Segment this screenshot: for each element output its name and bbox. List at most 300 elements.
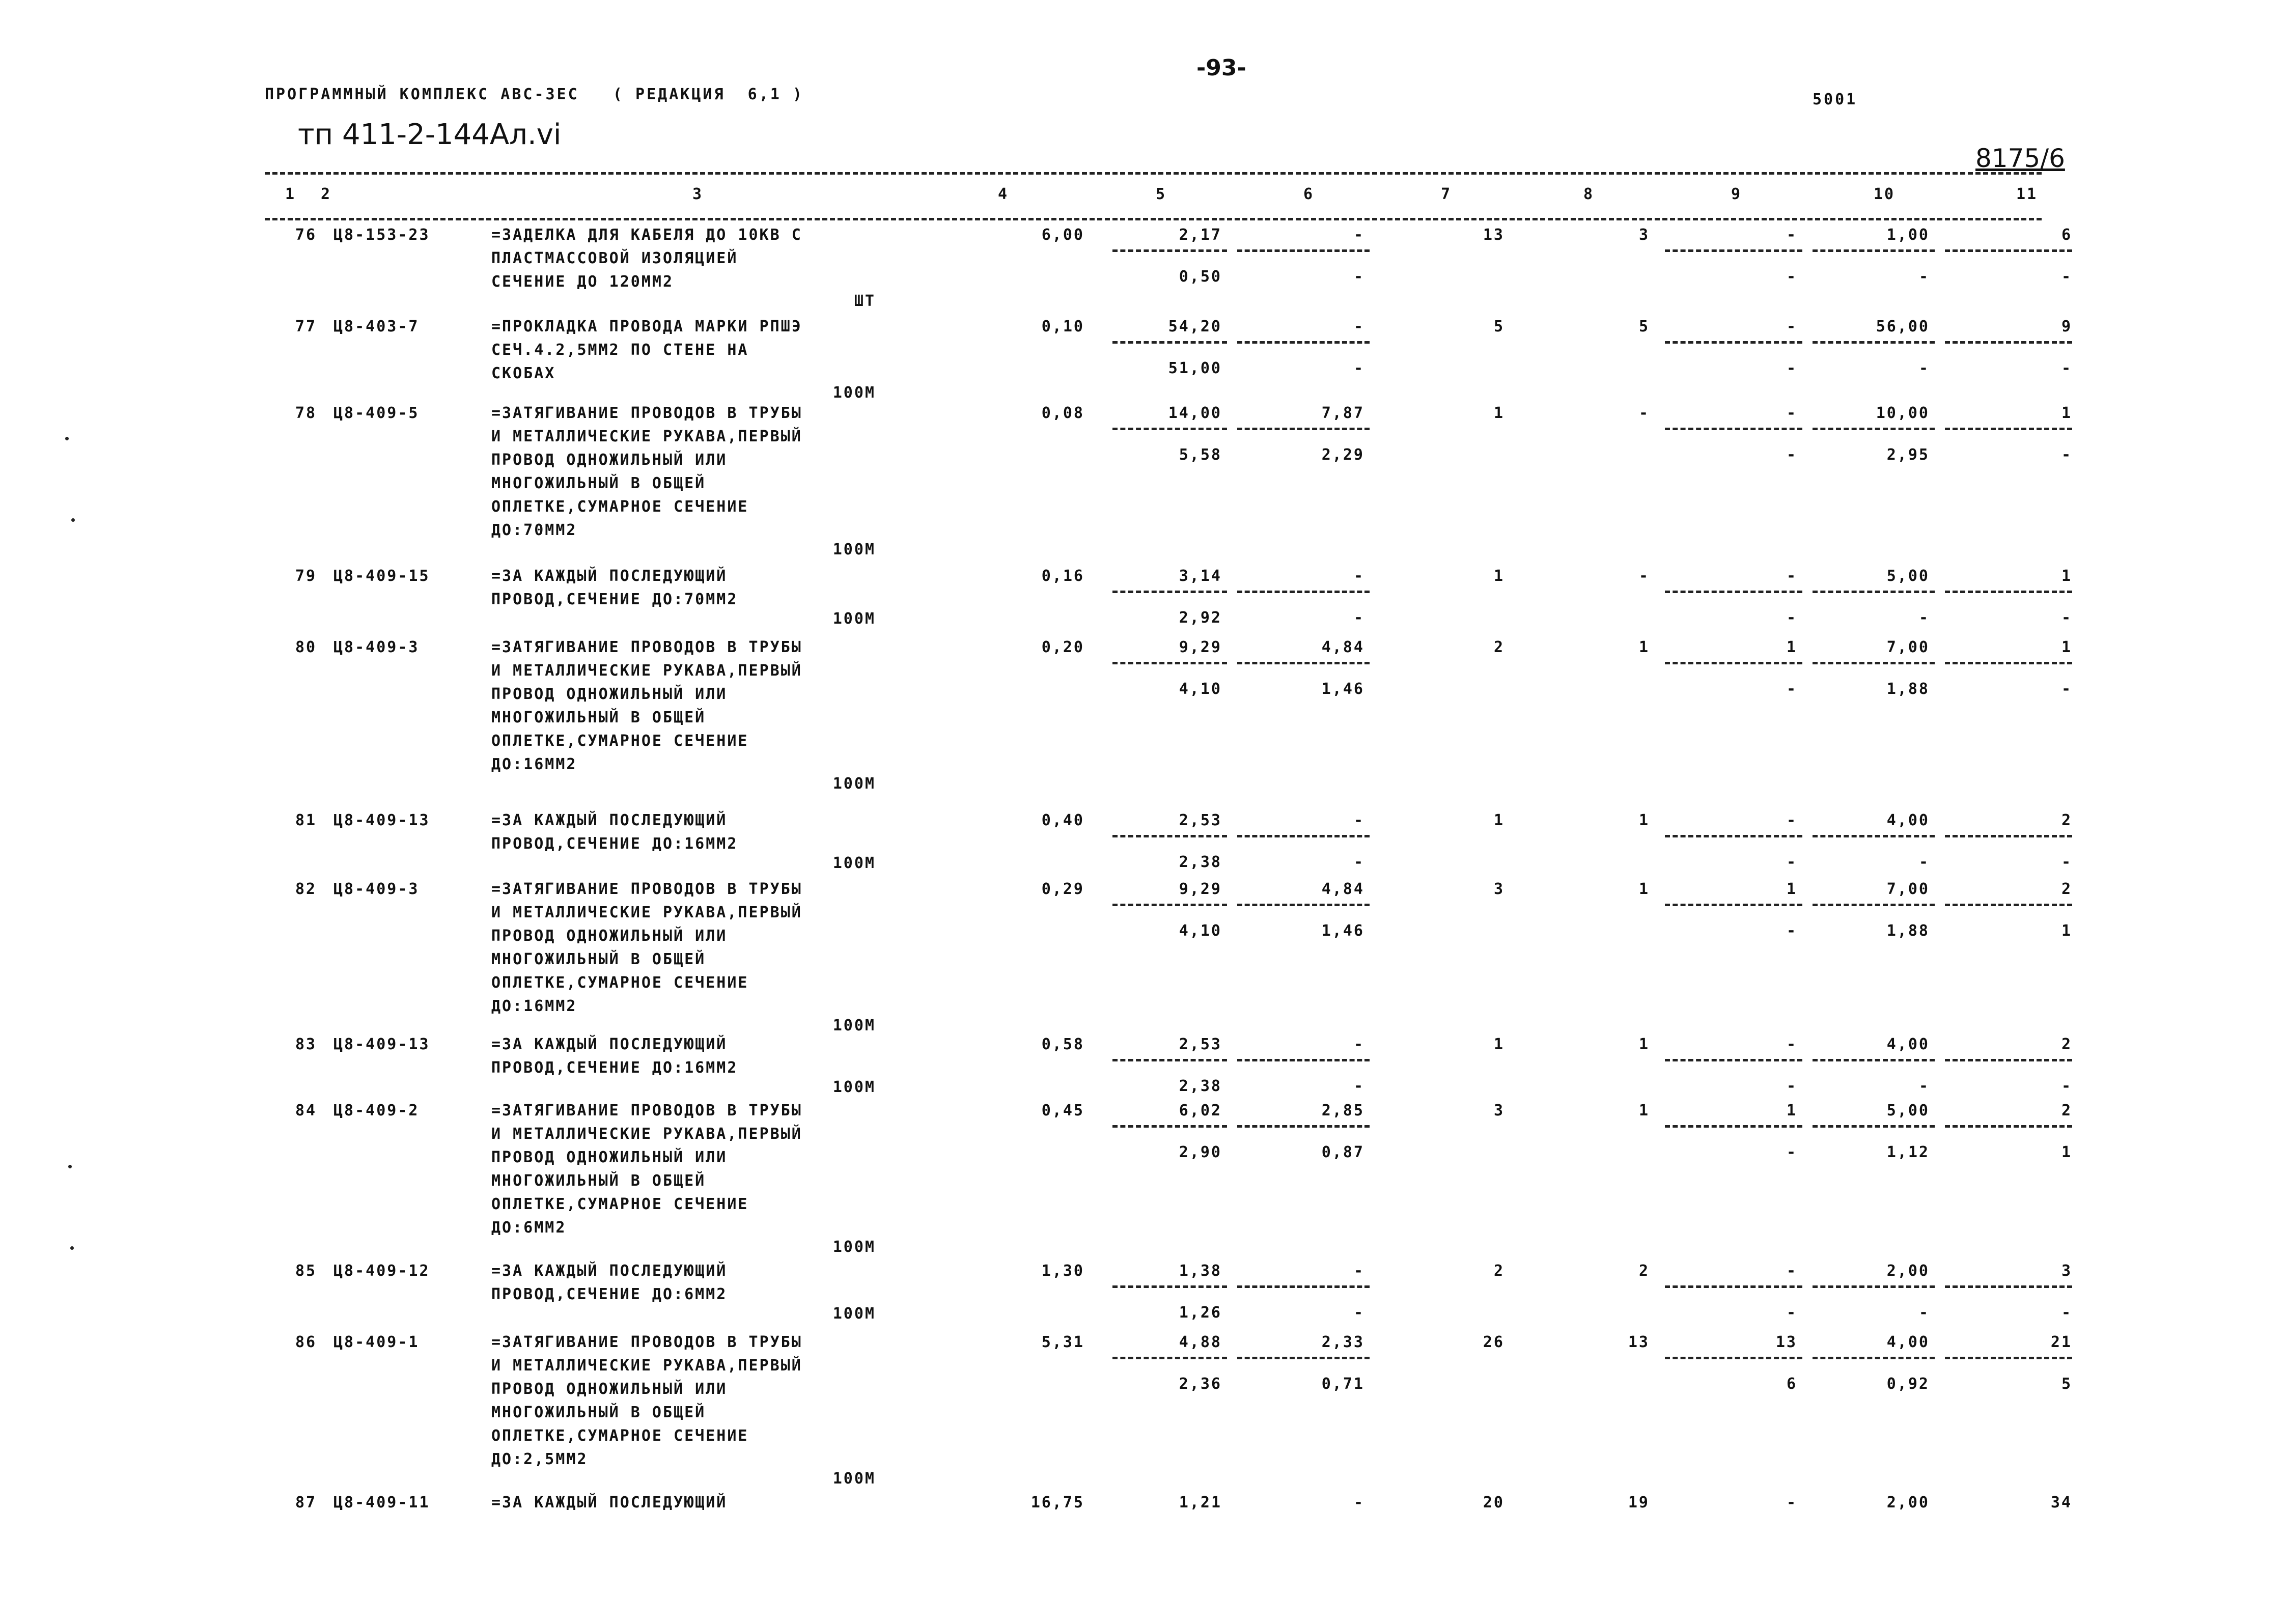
unit-cost-wages: 2,90 (1179, 1143, 1222, 1161)
column-11-subvalue: 5 (2061, 1375, 2072, 1393)
row-separator (1112, 1285, 1227, 1288)
machine-cost: 2,85 (1321, 1102, 1364, 1119)
row-separator (1112, 904, 1227, 906)
row-separator (1665, 341, 1802, 344)
column-7-value: 3 (1493, 1102, 1504, 1119)
machine-wages: 1,46 (1321, 922, 1364, 940)
item-description-line: МНОГОЖИЛЬНЫЙ В ОБЩЕЙ (491, 1172, 706, 1190)
column-9-subvalue: - (1786, 922, 1797, 940)
column-11-value: 2 (2061, 811, 2072, 829)
machine-cost: 4,84 (1321, 638, 1364, 656)
item-code: Ц8-409-5 (333, 404, 420, 422)
column-11-subvalue: - (2061, 609, 2072, 627)
row-separator (1945, 662, 2072, 664)
unit-cost-wages: 2,92 (1179, 609, 1222, 627)
column-11-value: 3 (2061, 1262, 2072, 1280)
unit-of-measure: ШТ (854, 292, 876, 310)
column-header-1: 1 (285, 185, 296, 203)
column-8-value: 2 (1638, 1262, 1650, 1280)
column-8-value: 1 (1638, 638, 1650, 656)
machine-wages: 0,71 (1321, 1375, 1364, 1393)
unit-of-measure: 100М (832, 1305, 876, 1323)
unit-of-measure: 100М (832, 1470, 876, 1488)
row-separator (1112, 1059, 1227, 1061)
column-11-subvalue: - (2061, 446, 2072, 464)
column-9-value: - (1786, 404, 1797, 422)
column-header-5: 5 (1156, 185, 1167, 203)
row-separator (1112, 341, 1227, 344)
unit-cost-total: 9,29 (1179, 880, 1222, 898)
row-separator (1112, 428, 1227, 430)
item-code: Ц8-409-3 (333, 638, 420, 656)
machine-cost: - (1353, 1494, 1364, 1511)
column-10-subvalue: 1,88 (1886, 922, 1930, 940)
unit-cost-wages: 5,58 (1179, 446, 1222, 464)
item-description-line: ПРОВОД,СЕЧЕНИЕ ДО:70ММ2 (491, 591, 738, 608)
unit-cost-wages: 2,38 (1179, 853, 1222, 871)
item-description-line: МНОГОЖИЛЬНЫЙ В ОБЩЕЙ (491, 474, 706, 492)
item-description-line: СКОБАХ (491, 365, 556, 382)
column-8-value: 3 (1638, 226, 1650, 244)
item-code: Ц8-153-23 (333, 226, 430, 244)
column-7-value: 13 (1483, 226, 1504, 244)
column-11-value: 9 (2061, 318, 2072, 335)
item-code: Ц8-409-1 (333, 1333, 420, 1351)
row-number: 81 (295, 811, 317, 829)
row-separator (1813, 1357, 1935, 1359)
column-10-value: 5,00 (1886, 567, 1930, 585)
item-description-line: МНОГОЖИЛЬНЫЙ В ОБЩЕЙ (491, 950, 706, 968)
column-7-value: 1 (1493, 1035, 1504, 1053)
column-9-subvalue: - (1786, 1143, 1797, 1161)
column-header-11: 11 (2016, 185, 2038, 203)
item-description-line: ОПЛЕТКЕ,СУМАРНОЕ СЕЧЕНИЕ (491, 732, 749, 750)
column-11-subvalue: - (2061, 1077, 2072, 1095)
machine-cost: 4,84 (1321, 880, 1364, 898)
column-9-subvalue: - (1786, 268, 1797, 286)
quantity-value: 0,45 (1041, 1102, 1084, 1119)
column-10-value: 7,00 (1886, 638, 1930, 656)
column-8-value: 1 (1638, 880, 1650, 898)
column-11-value: 2 (2061, 880, 2072, 898)
column-7-value: 20 (1483, 1494, 1504, 1511)
row-separator (1945, 835, 2072, 837)
item-code: Ц8-409-13 (333, 1035, 430, 1053)
column-10-value: 1,00 (1886, 226, 1930, 244)
item-description-line: ДО:16ММ2 (491, 755, 577, 773)
machine-wages: 2,29 (1321, 446, 1364, 464)
row-number: 76 (295, 226, 317, 244)
item-description-line: ДО:6ММ2 (491, 1219, 567, 1237)
item-code: Ц8-409-12 (333, 1262, 430, 1280)
item-description-line: И МЕТАЛЛИЧЕСКИЕ РУКАВА,ПЕРВЫЙ (491, 428, 802, 445)
quantity-value: 0,16 (1041, 567, 1084, 585)
quantity-value: 0,10 (1041, 318, 1084, 335)
column-11-subvalue: 1 (2061, 1143, 2072, 1161)
row-number: 85 (295, 1262, 317, 1280)
column-11-value: 2 (2061, 1035, 2072, 1053)
page-number: -93- (1196, 55, 1246, 81)
row-separator (1945, 904, 2072, 906)
quantity-value: 16,75 (1030, 1494, 1084, 1511)
machine-wages: 1,46 (1321, 680, 1364, 698)
unit-cost-wages: 2,38 (1179, 1077, 1222, 1095)
column-11-value: 21 (2050, 1333, 2072, 1351)
item-description-line: =ЗА КАЖДЫЙ ПОСЛЕДУЮЩИЙ (491, 1262, 728, 1280)
column-header-8: 8 (1583, 185, 1595, 203)
row-number: 78 (295, 404, 317, 422)
machine-cost: - (1353, 318, 1364, 335)
unit-of-measure: 100М (832, 1078, 876, 1096)
column-8-value: 5 (1638, 318, 1650, 335)
item-description-line: =ЗА КАЖДЫЙ ПОСЛЕДУЮЩИЙ (491, 811, 728, 829)
item-description-line: =ЗАТЯГИВАНИЕ ПРОВОДОВ В ТРУБЫ (491, 1333, 802, 1351)
row-separator (1945, 1357, 2072, 1359)
unit-cost-wages: 51,00 (1168, 359, 1222, 377)
column-11-value: 1 (2061, 638, 2072, 656)
quantity-value: 0,58 (1041, 1035, 1084, 1053)
column-11-subvalue: - (2061, 1304, 2072, 1322)
row-separator (1237, 591, 1370, 593)
handwritten-project-number: тп 411-2-144Ал.vi (298, 118, 562, 151)
column-9-value: 1 (1786, 880, 1797, 898)
row-separator (1112, 662, 1227, 664)
column-11-value: 1 (2061, 567, 2072, 585)
quantity-value: 0,08 (1041, 404, 1084, 422)
program-title: ПРОГРАММНЫЙ КОМПЛЕКС АВС-ЗЕС ( РЕДАКЦИЯ 6,1 ) (265, 86, 804, 103)
row-separator (1665, 1357, 1802, 1359)
item-description-line: ПРОВОД ОДНОЖИЛЬНЫЙ ИЛИ (491, 927, 728, 945)
unit-cost-wages: 4,10 (1179, 922, 1222, 940)
item-description-line: =ПРОКЛАДКА ПРОВОДА МАРКИ РПШЭ (491, 318, 802, 335)
unit-cost-wages: 2,36 (1179, 1375, 1222, 1393)
column-11-subvalue: - (2061, 853, 2072, 871)
item-description-line: ОПЛЕТКЕ,СУМАРНОЕ СЕЧЕНИЕ (491, 1427, 749, 1445)
column-11-subvalue: 1 (2061, 922, 2072, 940)
column-10-value: 56,00 (1876, 318, 1930, 335)
column-10-value: 5,00 (1886, 1102, 1930, 1119)
row-separator (1945, 1059, 2072, 1061)
column-9-value: 13 (1775, 1333, 1797, 1351)
item-description-line: ДО:70ММ2 (491, 521, 577, 539)
document-code: 5001 (1813, 91, 1858, 108)
row-number: 84 (295, 1102, 317, 1119)
machine-wages: - (1353, 609, 1364, 627)
handwritten-sheet-number: 8175/6 (1975, 144, 2065, 173)
column-9-value: - (1786, 1035, 1797, 1053)
column-10-subvalue: 0,92 (1886, 1375, 1930, 1393)
item-description-line: СЕЧ.4.2,5ММ2 ПО СТЕНЕ НА (491, 341, 749, 359)
unit-cost-total: 3,14 (1179, 567, 1222, 585)
row-separator (1813, 249, 1935, 252)
machine-cost: 7,87 (1321, 404, 1364, 422)
machine-wages: - (1353, 1077, 1364, 1095)
item-description-line: ПРОВОД,СЕЧЕНИЕ ДО:16ММ2 (491, 1059, 738, 1077)
unit-of-measure: 100М (832, 610, 876, 628)
item-description-line: ДО:16ММ2 (491, 997, 577, 1015)
row-separator (1813, 1059, 1935, 1061)
unit-cost-total: 4,88 (1179, 1333, 1222, 1351)
unit-cost-total: 9,29 (1179, 638, 1222, 656)
column-8-value: 1 (1638, 1035, 1650, 1053)
machine-cost: - (1353, 226, 1364, 244)
column-9-subvalue: 6 (1786, 1375, 1797, 1393)
row-separator (1945, 591, 2072, 593)
row-separator (1813, 341, 1935, 344)
item-code: Ц8-409-2 (333, 1102, 420, 1119)
row-separator (1813, 428, 1935, 430)
scan-speck (70, 1246, 74, 1250)
scan-speck (68, 1165, 72, 1168)
item-description-line: ОПЛЕТКЕ,СУМАРНОЕ СЕЧЕНИЕ (491, 498, 749, 516)
item-description-line: ПЛАСТМАССОВОЙ ИЗОЛЯЦИЕЙ (491, 249, 738, 267)
row-separator (1813, 835, 1935, 837)
column-11-value: 2 (2061, 1102, 2072, 1119)
row-separator (1112, 1125, 1227, 1128)
item-description-line: =ЗА КАЖДЫЙ ПОСЛЕДУЮЩИЙ (491, 567, 728, 585)
column-10-value: 4,00 (1886, 811, 1930, 829)
item-description-line: ПРОВОД ОДНОЖИЛЬНЫЙ ИЛИ (491, 451, 728, 469)
column-7-value: 1 (1493, 811, 1504, 829)
column-11-value: 6 (2061, 226, 2072, 244)
column-10-value: 10,00 (1876, 404, 1930, 422)
row-separator (1813, 904, 1935, 906)
unit-cost-total: 14,00 (1168, 404, 1222, 422)
column-11-value: 1 (2061, 404, 2072, 422)
row-separator (1665, 904, 1802, 906)
item-description-line: МНОГОЖИЛЬНЫЙ В ОБЩЕЙ (491, 1404, 706, 1421)
unit-cost-total: 2,17 (1179, 226, 1222, 244)
row-separator (1945, 1125, 2072, 1128)
row-separator (1665, 662, 1802, 664)
column-10-subvalue: 1,12 (1886, 1143, 1930, 1161)
machine-cost: - (1353, 1262, 1364, 1280)
column-7-value: 3 (1493, 880, 1504, 898)
quantity-value: 5,31 (1041, 1333, 1084, 1351)
unit-cost-total: 54,20 (1168, 318, 1222, 335)
item-description-line: =ЗА КАЖДЫЙ ПОСЛЕДУЮЩИЙ (491, 1035, 728, 1053)
machine-wages: - (1353, 268, 1364, 286)
column-9-value: 1 (1786, 1102, 1797, 1119)
column-9-subvalue: - (1786, 1304, 1797, 1322)
column-10-subvalue: - (1918, 1304, 1930, 1322)
unit-cost-wages: 0,50 (1179, 268, 1222, 286)
machine-cost: 2,33 (1321, 1333, 1364, 1351)
column-11-value: 34 (2050, 1494, 2072, 1511)
column-header-7: 7 (1441, 185, 1452, 203)
machine-wages: - (1353, 359, 1364, 377)
row-separator (1813, 591, 1935, 593)
item-description-line: =ЗАТЯГИВАНИЕ ПРОВОДОВ В ТРУБЫ (491, 404, 802, 422)
unit-cost-total: 1,38 (1179, 1262, 1222, 1280)
machine-cost: - (1353, 567, 1364, 585)
column-9-subvalue: - (1786, 446, 1797, 464)
item-description-line: ДО:2,5ММ2 (491, 1450, 588, 1468)
item-description-line: =ЗА КАЖДЫЙ ПОСЛЕДУЮЩИЙ (491, 1494, 728, 1511)
item-description-line: ОПЛЕТКЕ,СУМАРНОЕ СЕЧЕНИЕ (491, 1195, 749, 1213)
column-7-value: 1 (1493, 567, 1504, 585)
unit-cost-total: 2,53 (1179, 1035, 1222, 1053)
unit-of-measure: 100М (832, 775, 876, 793)
unit-of-measure: 100М (832, 384, 876, 402)
row-separator (1237, 1357, 1370, 1359)
column-9-subvalue: - (1786, 359, 1797, 377)
column-header-10: 10 (1874, 185, 1896, 203)
machine-cost: - (1353, 1035, 1364, 1053)
machine-cost: - (1353, 811, 1364, 829)
unit-of-measure: 100М (832, 1238, 876, 1256)
row-separator (1237, 662, 1370, 664)
column-11-subvalue: - (2061, 359, 2072, 377)
column-11-subvalue: - (2061, 268, 2072, 286)
column-10-subvalue: - (1918, 359, 1930, 377)
column-9-subvalue: - (1786, 680, 1797, 698)
unit-cost-wages: 1,26 (1179, 1304, 1222, 1322)
column-8-value: 1 (1638, 811, 1650, 829)
item-code: Ц8-409-3 (333, 880, 420, 898)
row-separator (1237, 341, 1370, 344)
item-description-line: =ЗАТЯГИВАНИЕ ПРОВОДОВ В ТРУБЫ (491, 638, 802, 656)
quantity-value: 6,00 (1041, 226, 1084, 244)
column-8-value: 1 (1638, 1102, 1650, 1119)
column-9-value: - (1786, 226, 1797, 244)
column-9-value: - (1786, 811, 1797, 829)
item-description-line: ПРОВОД,СЕЧЕНИЕ ДО:6ММ2 (491, 1285, 728, 1303)
unit-cost-total: 2,53 (1179, 811, 1222, 829)
quantity-value: 0,40 (1041, 811, 1084, 829)
column-10-subvalue: - (1918, 1077, 1930, 1095)
column-9-subvalue: - (1786, 853, 1797, 871)
item-description-line: ПРОВОД ОДНОЖИЛЬНЫЙ ИЛИ (491, 1380, 728, 1398)
row-separator (1237, 1059, 1370, 1061)
row-separator (1112, 249, 1227, 252)
row-separator (1945, 341, 2072, 344)
machine-wages: 0,87 (1321, 1143, 1364, 1161)
item-code: Ц8-403-7 (333, 318, 420, 335)
unit-of-measure: 100М (832, 854, 876, 872)
row-number: 83 (295, 1035, 317, 1053)
unit-cost-total: 6,02 (1179, 1102, 1222, 1119)
item-description-line: =ЗАТЯГИВАНИЕ ПРОВОДОВ В ТРУБЫ (491, 880, 802, 898)
item-description-line: ПРОВОД,СЕЧЕНИЕ ДО:16ММ2 (491, 835, 738, 853)
row-separator (1945, 428, 2072, 430)
row-separator (1665, 835, 1802, 837)
row-separator (1813, 1125, 1935, 1128)
row-separator (1237, 249, 1370, 252)
quantity-value: 1,30 (1041, 1262, 1084, 1280)
row-separator (1813, 662, 1935, 664)
row-separator (1665, 1285, 1802, 1288)
row-number: 87 (295, 1494, 317, 1511)
column-9-value: - (1786, 318, 1797, 335)
row-separator (1237, 428, 1370, 430)
column-10-subvalue: - (1918, 268, 1930, 286)
row-number: 77 (295, 318, 317, 335)
item-description-line: ПРОВОД ОДНОЖИЛЬНЫЙ ИЛИ (491, 1149, 728, 1166)
item-description-line: И МЕТАЛЛИЧЕСКИЕ РУКАВА,ПЕРВЫЙ (491, 662, 802, 680)
unit-cost-wages: 4,10 (1179, 680, 1222, 698)
item-description-line: =ЗАТЯГИВАНИЕ ПРОВОДОВ В ТРУБЫ (491, 1102, 802, 1119)
column-header-4: 4 (998, 185, 1009, 203)
column-10-subvalue: 1,88 (1886, 680, 1930, 698)
scan-speck (65, 437, 69, 440)
item-code: Ц8-409-13 (333, 811, 430, 829)
machine-wages: - (1353, 1304, 1364, 1322)
quantity-value: 0,29 (1041, 880, 1084, 898)
column-10-value: 2,00 (1886, 1494, 1930, 1511)
column-9-subvalue: - (1786, 609, 1797, 627)
column-10-subvalue: 2,95 (1886, 446, 1930, 464)
table-header-rule (265, 218, 2042, 220)
column-header-9: 9 (1731, 185, 1742, 203)
column-11-subvalue: - (2061, 680, 2072, 698)
column-header-3: 3 (692, 185, 704, 203)
scan-speck (71, 518, 75, 522)
column-10-value: 7,00 (1886, 880, 1930, 898)
row-separator (1665, 1125, 1802, 1128)
column-7-value: 1 (1493, 404, 1504, 422)
item-description-line: И МЕТАЛЛИЧЕСКИЕ РУКАВА,ПЕРВЫЙ (491, 904, 802, 921)
column-8-value: - (1638, 404, 1650, 422)
row-separator (1665, 1059, 1802, 1061)
column-8-value: 13 (1628, 1333, 1650, 1351)
column-10-value: 4,00 (1886, 1035, 1930, 1053)
item-description-line: И МЕТАЛЛИЧЕСКИЕ РУКАВА,ПЕРВЫЙ (491, 1357, 802, 1375)
column-8-value: 19 (1628, 1494, 1650, 1511)
row-number: 80 (295, 638, 317, 656)
column-9-value: - (1786, 1262, 1797, 1280)
row-number: 79 (295, 567, 317, 585)
row-number: 82 (295, 880, 317, 898)
row-separator (1112, 591, 1227, 593)
row-separator (1237, 1285, 1370, 1288)
row-separator (1665, 428, 1802, 430)
item-description-line: ПРОВОД ОДНОЖИЛЬНЫЙ ИЛИ (491, 685, 728, 703)
machine-wages: - (1353, 853, 1364, 871)
column-9-value: - (1786, 1494, 1797, 1511)
unit-of-measure: 100М (832, 541, 876, 558)
column-10-subvalue: - (1918, 609, 1930, 627)
row-separator (1813, 1285, 1935, 1288)
quantity-value: 0,20 (1041, 638, 1084, 656)
row-separator (1237, 835, 1370, 837)
item-code: Ц8-409-11 (333, 1494, 430, 1511)
item-description-line: МНОГОЖИЛЬНЫЙ В ОБЩЕЙ (491, 709, 706, 726)
column-9-value: - (1786, 567, 1797, 585)
column-8-value: - (1638, 567, 1650, 585)
column-header-6: 6 (1303, 185, 1315, 203)
row-separator (1112, 1357, 1227, 1359)
row-separator (1237, 1125, 1370, 1128)
column-7-value: 2 (1493, 638, 1504, 656)
item-description-line: ОПЛЕТКЕ,СУМАРНОЕ СЕЧЕНИЕ (491, 974, 749, 992)
row-separator (1665, 249, 1802, 252)
column-10-value: 2,00 (1886, 1262, 1930, 1280)
column-7-value: 26 (1483, 1333, 1504, 1351)
row-separator (1112, 835, 1227, 837)
row-separator (1665, 591, 1802, 593)
unit-of-measure: 100М (832, 1017, 876, 1034)
column-header-2: 2 (321, 185, 332, 203)
column-9-value: 1 (1786, 638, 1797, 656)
row-separator (1945, 249, 2072, 252)
item-description-line: СЕЧЕНИЕ ДО 120ММ2 (491, 273, 674, 291)
column-7-value: 5 (1493, 318, 1504, 335)
row-separator (1945, 1285, 2072, 1288)
row-number: 86 (295, 1333, 317, 1351)
item-description-line: =ЗАДЕЛКА ДЛЯ КАБЕЛЯ ДО 10КВ С (491, 226, 802, 244)
row-separator (1237, 904, 1370, 906)
